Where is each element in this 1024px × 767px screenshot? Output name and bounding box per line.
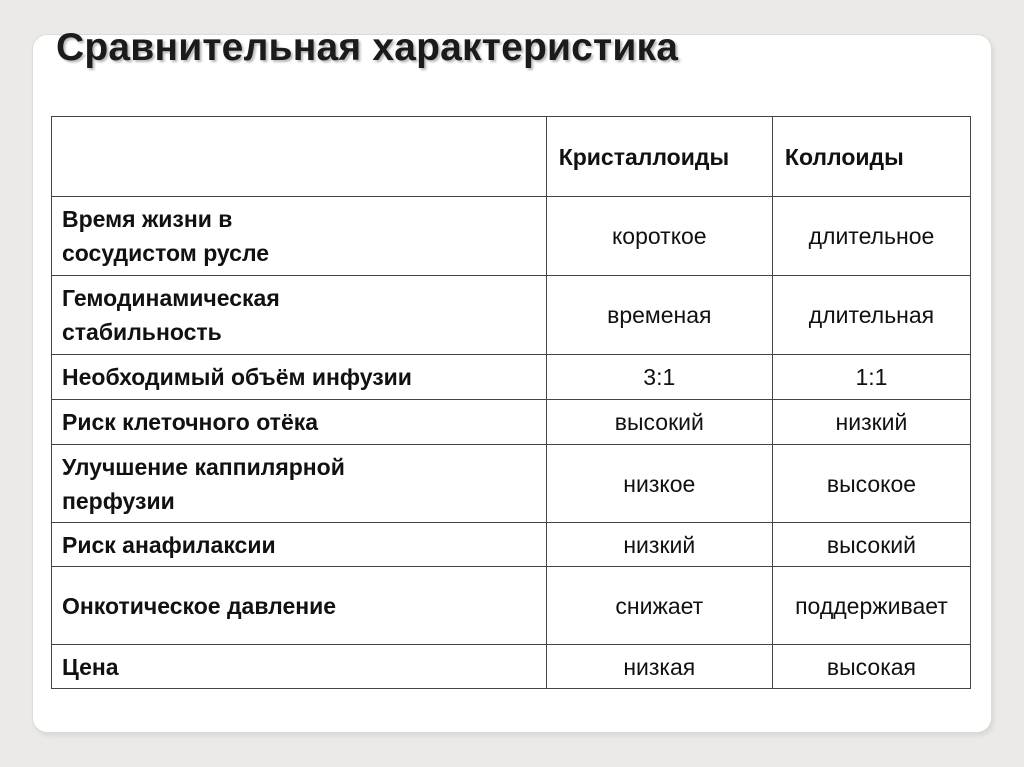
crystalloids-value: снижает — [546, 567, 772, 645]
header-crystalloids: Кристаллоиды — [546, 117, 772, 197]
row-label: Улучшение каппилярной перфузии — [52, 445, 547, 523]
colloids-value: высокий — [772, 523, 970, 567]
comparison-table — [51, 116, 971, 689]
row-label: Риск клеточного отёка — [52, 400, 547, 445]
row-label: Время жизни в сосудистом русле — [52, 197, 547, 276]
row-label: Гемодинамическая стабильность — [52, 276, 547, 355]
row-label: Цена — [52, 645, 547, 689]
crystalloids-value: низкое — [546, 445, 772, 523]
row-label: Риск анафилаксии — [52, 523, 547, 567]
table-row — [52, 355, 971, 400]
table-row — [52, 400, 971, 445]
crystalloids-value: 3:1 — [546, 355, 772, 400]
crystalloids-value: временая — [546, 276, 772, 355]
slide-title: Сравнительная характеристика — [56, 26, 679, 69]
table-row — [52, 445, 971, 523]
row-label: Необходимый объём инфузии — [52, 355, 547, 400]
header-colloids: Коллоиды — [772, 117, 970, 197]
table-row — [52, 567, 971, 645]
table-row — [52, 197, 971, 276]
row-label: Онкотическое давление — [52, 567, 547, 645]
colloids-value: 1:1 — [772, 355, 970, 400]
colloids-value: высокая — [772, 645, 970, 689]
colloids-value: высокое — [772, 445, 970, 523]
table-row — [52, 645, 971, 689]
crystalloids-value: низкая — [546, 645, 772, 689]
crystalloids-value: низкий — [546, 523, 772, 567]
table-row — [52, 276, 971, 355]
colloids-value: низкий — [772, 400, 970, 445]
table-header-row — [52, 117, 971, 197]
colloids-value: длительное — [772, 197, 970, 276]
colloids-value: длительная — [772, 276, 970, 355]
table-row — [52, 523, 971, 567]
crystalloids-value: короткое — [546, 197, 772, 276]
colloids-value: поддерживает — [772, 567, 970, 645]
header-empty-cell — [52, 117, 547, 197]
crystalloids-value: высокий — [546, 400, 772, 445]
